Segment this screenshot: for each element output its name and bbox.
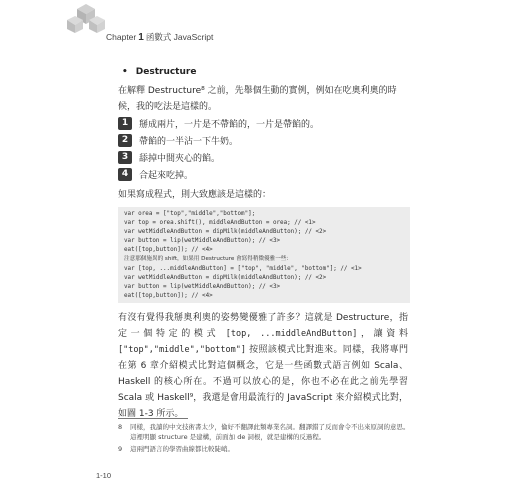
- code-line: var wetMiddleAndButton = dipMilk(middleAndButton); // <2>: [124, 229, 327, 236]
- step-number-badge: 2: [118, 134, 132, 147]
- code-line: var button = lip(wetMiddleAndButton); // <3>: [124, 283, 281, 290]
- intro-paragraph: 在解釋 Destructure⁸ 之前，先舉個生動的實例，例如在吃奧利奧的時候，我的吃法是這樣的。: [118, 86, 397, 112]
- page-number: 1-10: [96, 471, 112, 480]
- footnote: [118, 444, 414, 454]
- step-number-badge: 4: [118, 168, 132, 181]
- step-text: 帶餡的一半沾一下牛奶。: [139, 136, 239, 147]
- footnote-text: 這兩門語言的學習曲線都比較陡峭。: [130, 445, 234, 453]
- step-text: 合起來吃掉。: [139, 170, 194, 181]
- section-title: Destructure: [135, 67, 197, 77]
- code-block: [118, 207, 410, 303]
- section-heading: [122, 67, 196, 77]
- body-paragraph: [118, 310, 408, 422]
- code-line: var orea = ["top","middle","bottom"];: [124, 211, 256, 217]
- inline-code: ["top","middle","bottom"]: [118, 345, 246, 355]
- step-item: [118, 132, 238, 148]
- footnote-number: 9: [118, 445, 123, 453]
- step-number-badge: 1: [118, 117, 132, 130]
- code-line: eat([top,button]); // <4>: [124, 292, 213, 299]
- chapter-number: 1: [138, 32, 144, 43]
- chapter-title: 函數式 JavaScript: [145, 32, 214, 42]
- body-text: ，讓資料: [357, 329, 408, 339]
- body-text: 有沒有覺得我掰奧利奧的姿勢變優雅了許多？這就是 Destructure，指定一個特定的模式: [118, 313, 408, 339]
- code-note: 注意那個施異的 shift，如果用 Destructure 會寫得稍微優雅一些：: [124, 256, 293, 263]
- footnote-divider: [118, 418, 188, 419]
- code-line: var top = orea.shift(), middleAndButton = orea; // <1>: [124, 220, 316, 227]
- code-line: eat([top,button]); // <4>: [124, 247, 213, 254]
- footnote-text: 同樣，我讀的中文技術書太少，倫好不翻譯此類專業名詞。翻譯錯了反而會令不出來原詞的意思。這裡明顯 structure 是建構，前面加 de 詞根，就是建構的反過程。: [130, 423, 410, 441]
- footnote: [118, 422, 414, 442]
- code-line: var button = lip(wetMiddleAndButton); // <3>: [124, 238, 281, 245]
- step-item: [118, 115, 319, 131]
- code-line: var wetMiddleAndButton = dipMilk(middleAndButton); // <2>: [124, 274, 327, 281]
- code-line: var [top, ...middleAndButton] = ["top", "middle", "bottom"]; // <1>: [124, 265, 362, 272]
- step-number-badge: 3: [118, 151, 132, 164]
- step-item: [118, 166, 193, 182]
- step-text: 掰成兩片，一片是不帶餡的，一片是帶餡的。: [139, 119, 320, 130]
- step-item: [118, 149, 220, 165]
- footnote-number: 8: [118, 423, 123, 431]
- step-text: 舔掉中間夾心的餡。: [139, 153, 221, 164]
- chapter-label: Chapter: [106, 32, 137, 42]
- code-intro: 如果寫成程式，則大致應該是這樣的：: [118, 190, 272, 200]
- inline-code: [top, ...middleAndButton]: [225, 329, 358, 339]
- section-bullet: •: [122, 67, 128, 77]
- body-text: 按照該模式比對進來。同樣，我將專門在第 6 章介紹模式比對這個概念，它是一些函數式語言例如 Scala、Haskell 的核心所在。不過可以放心的是，你也不必在此之前先學習 Scala 或 Haskell⁹，我還是會用最流行的 JavaScript 來介紹模式比對，如圖 1-3 所示。: [118, 345, 408, 419]
- chapter-logo-icon: [66, 0, 106, 34]
- chapter-header: [106, 31, 213, 43]
